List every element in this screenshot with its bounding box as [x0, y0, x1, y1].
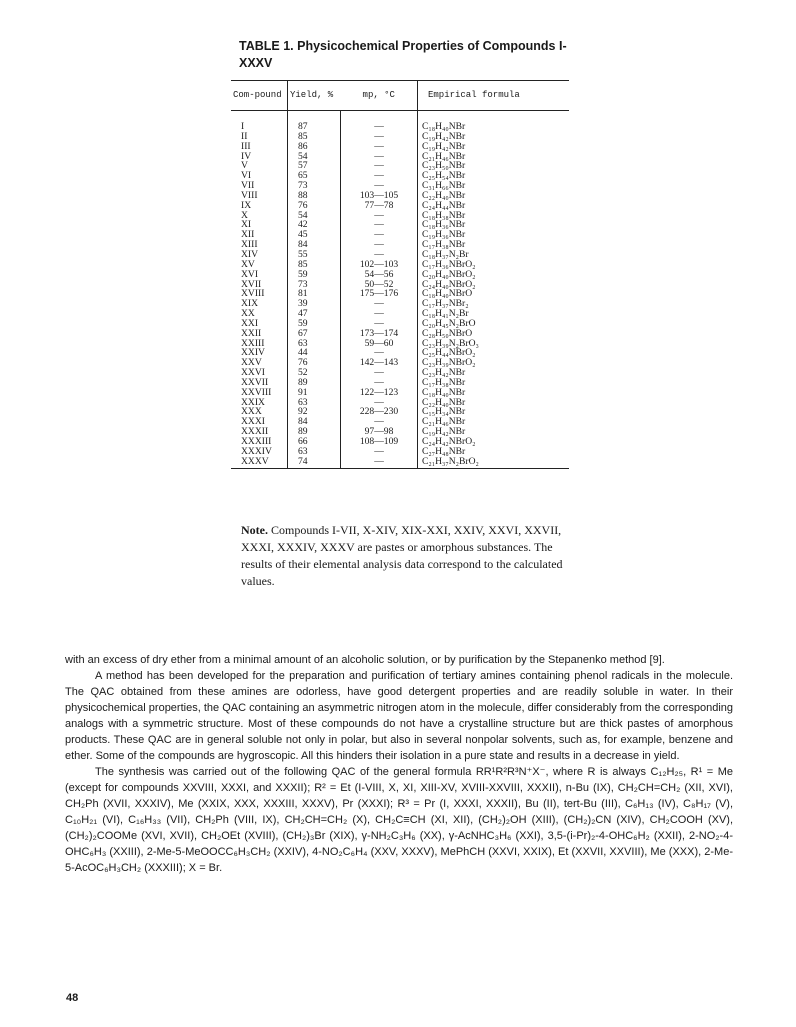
cell-formula: C₁₈H₃₆NBr — [418, 220, 570, 230]
table-body — [231, 111, 569, 469]
cell-yield: 84 — [288, 240, 341, 250]
cell-formula: C₁₈H₄₀NBr — [418, 388, 570, 398]
cell-formula: C₁₈H₄₀NBrO — [418, 289, 570, 299]
cell-compound: XI — [241, 219, 252, 231]
cell-formula: C₂₂H₄₀NBr — [418, 398, 570, 408]
cell-formula: C₁₈H₃₈NBr — [418, 211, 570, 221]
cell-compound: VIII — [241, 189, 258, 201]
cell-formula: C₂₃H₅₀NBr — [418, 161, 570, 171]
cell-mp: — — [341, 171, 418, 181]
cell-formula: C₁₉H₃₆NBr — [418, 230, 570, 240]
cell-compound: XVI — [241, 268, 259, 280]
table-row — [231, 407, 569, 417]
cell-formula: C₂₁H₄₆NBr — [418, 152, 570, 162]
table-row — [231, 220, 569, 230]
cell-yield: 86 — [288, 142, 341, 152]
cell-yield: 91 — [288, 388, 341, 398]
table-row — [231, 181, 569, 191]
cell-mp: — — [341, 348, 418, 358]
cell-mp: — — [341, 132, 418, 142]
table-row — [231, 398, 569, 408]
cell-mp: — — [341, 309, 418, 319]
cell-compound: XXXII — [241, 426, 269, 438]
table-row — [231, 191, 569, 201]
cell-formula: C₂₃H₃₉NBrO₂ — [418, 358, 570, 368]
cell-compound: IV — [241, 150, 252, 162]
cell-yield: 42 — [288, 220, 341, 230]
table-row — [231, 289, 569, 299]
table-row — [231, 230, 569, 240]
cell-yield: 59 — [288, 319, 341, 329]
cell-yield: 63 — [288, 339, 341, 349]
cell-yield: 73 — [288, 181, 341, 191]
table-row — [231, 280, 569, 290]
header-yield: Yield, % — [288, 81, 341, 111]
cell-mp: — — [341, 299, 418, 309]
cell-compound: XVII — [241, 278, 262, 290]
cell-formula: C₁₉H₄₂NBr — [418, 427, 570, 437]
cell-yield: 65 — [288, 171, 341, 181]
note-label: Note. — [241, 523, 268, 537]
table-row — [231, 319, 569, 329]
cell-mp: — — [341, 161, 418, 171]
cell-formula: C₁₇H₃₈NBr — [418, 240, 570, 250]
cell-formula: C₂₃H₃₉N₂BrO₃ — [418, 339, 570, 349]
header-mp: mp, °C — [341, 81, 418, 111]
cell-formula: C₁₈H₄₁N₂Br — [418, 309, 570, 319]
cell-compound: XXIV — [241, 347, 265, 359]
cell-mp: 77—78 — [341, 201, 418, 211]
cell-formula: C₂₃H₄₂NBr — [418, 368, 570, 378]
cell-yield: 54 — [288, 211, 341, 221]
cell-mp: — — [341, 181, 418, 191]
cell-yield: 89 — [288, 378, 341, 388]
cell-yield: 74 — [288, 457, 341, 468]
cell-compound: IX — [241, 199, 252, 211]
cell-mp: — — [341, 122, 418, 132]
cell-compound: XXIX — [241, 396, 265, 408]
cell-formula: C₂₄H₄₀NBrO₂ — [418, 280, 570, 290]
table-row — [231, 437, 569, 447]
table-row — [231, 132, 569, 142]
cell-mp: 59—60 — [341, 339, 418, 349]
table-row — [231, 171, 569, 181]
cell-mp: — — [341, 417, 418, 427]
note-text: Compounds I-VII, X-XIV, XIX-XXI, XXIV, XXVI, XXVII, XXXI, XXXIV, XXXV are pastes or amorphous substances. The results of their elemental analysis data correspond to the calculated values. — [241, 523, 563, 588]
cell-mp: 122—123 — [341, 388, 418, 398]
cell-yield: 57 — [288, 161, 341, 171]
cell-mp: — — [341, 142, 418, 152]
cell-compound: XXXV — [231, 457, 288, 468]
table-row — [231, 211, 569, 221]
cell-formula: C₂₅H₅₄NBr — [418, 171, 570, 181]
cell-compound: XXIII — [241, 337, 265, 349]
cell-compound: VII — [241, 180, 255, 192]
cell-compound: XV — [241, 258, 255, 270]
cell-compound: XXXI — [241, 416, 265, 428]
cell-compound: X — [241, 209, 248, 221]
cell-yield: 85 — [288, 132, 341, 142]
cell-compound: III — [241, 140, 251, 152]
cell-compound: XXVIII — [241, 386, 272, 398]
table-row — [231, 358, 569, 368]
table-row — [231, 309, 569, 319]
cell-yield: 66 — [288, 437, 341, 447]
cell-formula: C₂₄H₄₄NBr — [418, 201, 570, 211]
table-row — [231, 161, 569, 171]
cell-mp: — — [341, 368, 418, 378]
cell-formula: C₁₈H₃₇N₂Br — [418, 250, 570, 260]
header-formula: Empirical formula — [418, 81, 570, 111]
cell-compound: XXVII — [241, 376, 269, 388]
cell-formula: C₂₀H₄₀NBrO₂ — [418, 270, 570, 280]
cell-mp: — — [341, 240, 418, 250]
cell-mp: — — [341, 378, 418, 388]
cell-compound: XII — [241, 229, 255, 241]
table-row — [231, 378, 569, 388]
table-row — [231, 417, 569, 427]
cell-yield: 59 — [288, 270, 341, 280]
cell-compound: XXXIV — [241, 445, 272, 457]
cell-formula: C₂₅H₄₄NBrO₂ — [418, 348, 570, 358]
cell-formula: C₂₇H₄₈NBr — [418, 447, 570, 457]
table-row — [231, 339, 569, 349]
cell-mp: 50—52 — [341, 280, 418, 290]
cell-yield: 88 — [288, 191, 341, 201]
page-number: 48 — [66, 992, 79, 1004]
cell-yield: 85 — [288, 260, 341, 270]
table-row — [231, 250, 569, 260]
cell-formula: C₂₁H₄₆NBr — [418, 417, 570, 427]
table-row — [231, 299, 569, 309]
table-row — [231, 122, 569, 132]
cell-formula: C₁₇H₃₈NBr — [418, 378, 570, 388]
properties-table — [231, 80, 569, 469]
table-row — [231, 240, 569, 250]
cell-compound: II — [241, 130, 248, 142]
cell-yield: 87 — [288, 122, 341, 132]
cell-formula: C₂₄H₄₂NBrO₂ — [418, 437, 570, 447]
cell-mp: 175—176 — [341, 289, 418, 299]
table-row — [231, 201, 569, 211]
cell-yield: 47 — [288, 309, 341, 319]
cell-formula: C₂₂H₄₀NBr — [418, 191, 570, 201]
cell-mp: — — [341, 319, 418, 329]
cell-yield: 39 — [288, 299, 341, 309]
cell-mp: 54—56 — [341, 270, 418, 280]
cell-formula: C₁₉H₄₂NBr — [418, 132, 570, 142]
cell-mp: 142—143 — [341, 358, 418, 368]
cell-formula: C₃₁H₆₆NBr — [418, 181, 570, 191]
table-row — [231, 368, 569, 378]
cell-compound: XXVI — [241, 367, 265, 379]
cell-mp: — — [341, 211, 418, 221]
cell-mp: 173—174 — [341, 329, 418, 339]
cell-yield: 54 — [288, 152, 341, 162]
cell-formula: C₂₁H₃₇N₂BrO₂ — [418, 457, 570, 468]
table-row — [231, 142, 569, 152]
cell-mp: 97—98 — [341, 427, 418, 437]
paragraph-1: with an excess of dry ether from a minimal amount of an alcoholic solution, or by purification by the Stepanenko method [9]. — [65, 654, 665, 666]
cell-compound: XXII — [241, 327, 262, 339]
cell-mp: — — [341, 457, 418, 468]
cell-mp: 102—103 — [341, 260, 418, 270]
body-text — [65, 652, 733, 876]
table-row — [231, 152, 569, 162]
cell-compound: XXX — [241, 406, 262, 418]
cell-mp: — — [341, 220, 418, 230]
cell-mp: 108—109 — [341, 437, 418, 447]
cell-yield: 89 — [288, 427, 341, 437]
cell-compound: VI — [241, 170, 252, 182]
cell-yield: 76 — [288, 201, 341, 211]
table-spacer-row — [231, 111, 569, 123]
cell-yield: 67 — [288, 329, 341, 339]
cell-formula: C₁₇H₃₆NBrO₂ — [418, 260, 570, 270]
cell-mp: — — [341, 447, 418, 457]
cell-yield: 44 — [288, 348, 341, 358]
cell-mp: — — [341, 250, 418, 260]
cell-mp: — — [341, 398, 418, 408]
cell-yield: 92 — [288, 407, 341, 417]
cell-mp: 228—230 — [341, 407, 418, 417]
cell-mp: — — [341, 230, 418, 240]
cell-yield: 63 — [288, 398, 341, 408]
cell-yield: 52 — [288, 368, 341, 378]
cell-compound: XX — [241, 308, 255, 320]
table-caption: TABLE 1. Physicochemical Properties of Compounds I-XXXV — [239, 39, 567, 70]
cell-mp: — — [341, 152, 418, 162]
cell-compound: XIII — [241, 239, 258, 251]
table-note — [241, 522, 571, 590]
cell-yield: 84 — [288, 417, 341, 427]
cell-compound: XXI — [241, 317, 259, 329]
cell-compound: V — [241, 160, 248, 172]
table-row — [231, 329, 569, 339]
cell-compound: XVIII — [241, 288, 265, 300]
cell-compound: XIX — [241, 298, 259, 310]
table-row — [231, 447, 569, 457]
cell-mp: 103—105 — [341, 191, 418, 201]
table-row — [231, 457, 569, 468]
header-compound: Com-pound — [231, 81, 288, 111]
table-row — [231, 388, 569, 398]
table-header-row — [231, 81, 569, 111]
cell-formula: C₂₈H₅₀NBrO — [418, 329, 570, 339]
cell-formula: C₁₈H₄₀NBr — [418, 122, 570, 132]
cell-yield: 45 — [288, 230, 341, 240]
cell-formula: C₁₅H₃₄NBr — [418, 407, 570, 417]
paragraph-3: The synthesis was carried out of the following QAC of the general formula RR¹R²R³N⁺X⁻, where R is always C₁₂H₂₅, R¹ = Me (except for compounds XXVIII, XXXI, and XXXII); R² = Et (I-VIII, X, XI, XIII-XV, XVIII-XXVIII, XXXII), n-Bu (IX), CH₂CH=CH₂ (XII, XVI), CH₂Ph (XVII, XXXIV), Me (XXIX, XXX, XXXIII, XXXV), Pr (XXXI); R³ = Pr (I, XXXI, XXXII), Bu (II), tert-Bu (III), C₆H₁₃ (IV), C₈H₁₇ (V), C₁₀H₂₁ (VI), C₁₆H₃₃ (VII), CH₂Ph (VIII, IX), CH₂CH=CH₂ (X), CH₂C≡CH (XI, XII), (CH₂)₂OH (XIII), (CH₂)₂CN (XIV), CH₂COOH (XV), (CH₂)₂COOMe (XVI, XVII), CH₂OEt (XVIII), (CH₂)₃Br (XIX), γ-NH₂C₃H₆ (XX), γ-AcNHC₃H₆ (XXI), 3,5-(i-Pr)₂-4-OHC₆H₂ (XXII), 2-NO₂-4-OHC₆H₃ (XXIII), 2-Me-5-MeOOCC₆H₃CH₂ (XXIV), 4-NO₂C₆H₄ (XXV, XXXV), MePhCH (XXVI, XXIX), Et (XXVII, XXVIII), Me (XXX), 2-Me-5-AcOC₆H₃CH₂ (XXXIII); X = Br. — [65, 766, 733, 874]
cell-formula: C₂₀H₄₅N₂BrO — [418, 319, 570, 329]
table-row — [231, 260, 569, 270]
cell-formula: C₁₇H₃₇NBr₂ — [418, 299, 570, 309]
cell-yield: 73 — [288, 280, 341, 290]
cell-yield: 76 — [288, 358, 341, 368]
cell-formula: C₁₉H₄₂NBr — [418, 142, 570, 152]
table-row — [231, 270, 569, 280]
paragraph-2: A method has been developed for the preparation and purification of tertiary amines containing phenol radicals in the molecule. The QAC obtained from these amines are odorless, have good detergent properties and are readily soluble in water. In their physicochemical properties, the QAC containing an asymmetric nitrogen atom in the molecule, differ considerably from the corresponding analogs with a symmetric structure. Most of these compounds do not have a crystalline structure but are thick pastes of amorphous products. These QAC are in general soluble not only in polar, but also in several nonpolar solvents, such as, for example, benzene and ether. Some of the compounds are hygroscopic. All this hinders their isolation in a pure state and results in a decrease in yield. — [65, 670, 733, 762]
table-row — [231, 348, 569, 358]
cell-compound: I — [241, 121, 245, 132]
cell-compound: XXXIII — [241, 436, 272, 447]
cell-yield: 63 — [288, 447, 341, 457]
cell-compound: XIV — [241, 248, 259, 260]
cell-yield: 81 — [288, 289, 341, 299]
cell-yield: 55 — [288, 250, 341, 260]
cell-compound: XXV — [241, 357, 262, 369]
table-row — [231, 427, 569, 437]
